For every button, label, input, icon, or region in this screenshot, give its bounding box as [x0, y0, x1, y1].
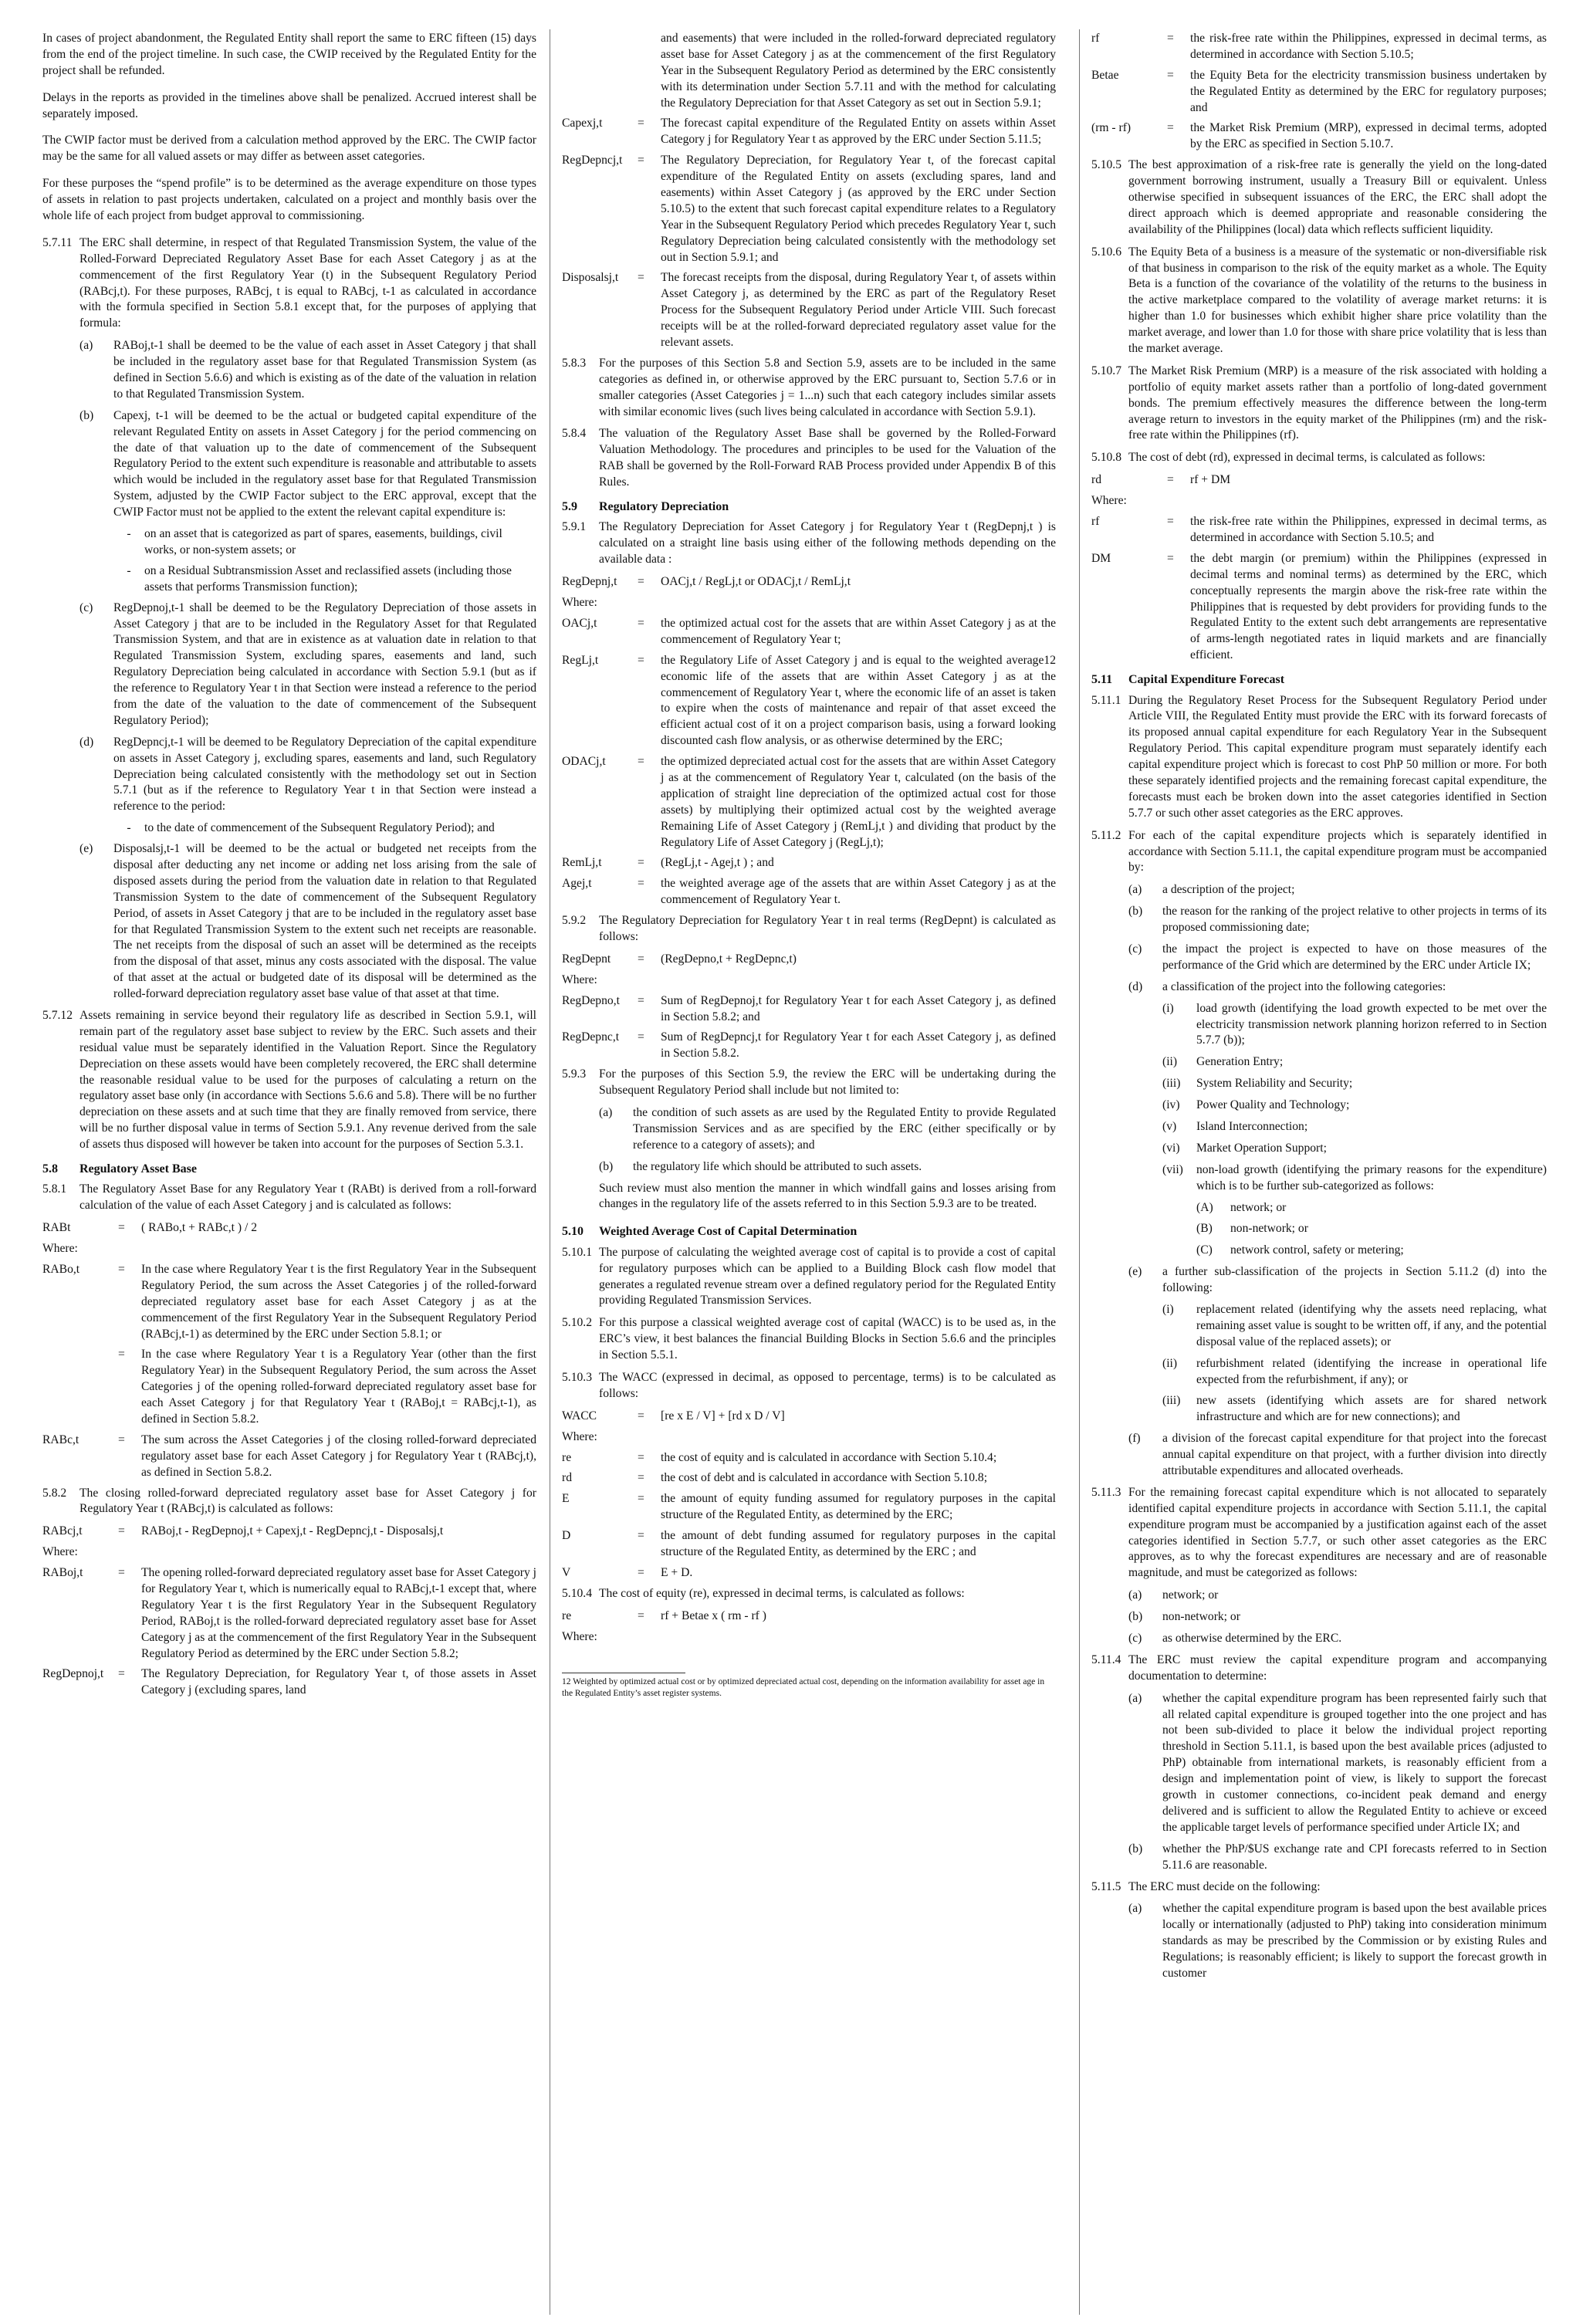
list-item: (e) a further sub-classification of the projects in Section 5.11.2 (d) into the following:: [1128, 1265, 1547, 1295]
list-item: (A) network; or: [1196, 1200, 1287, 1214]
where-label: Where:: [562, 1629, 597, 1643]
definition: RegDepncj,t = The Regulatory Depreciation, for Regulatory Year t, of the forecast capital expenditure of the Regulated Entity on assets (excluding spares, land and easements) within Asset Category j (as approved by the ERC under Section 5.10.5) to the extent that such forecast capital expenditure relates to a Regulatory Year in the Subsequent Regulatory Period which precedes Regulatory Year t, such Regulatory Depreciation being calculated consistently with the methodology set out in Section 5.9.1; and: [562, 154, 1056, 264]
list-item: [79, 841, 536, 1003]
list-item: (iii) System Reliability and Security;: [1162, 1077, 1353, 1091]
list-item: (C) network control, safety or metering;: [1196, 1243, 1404, 1257]
item-label: (d): [79, 735, 94, 749]
section-5-11-2: 5.11.2 For each of the capital expenditure projects which is separately identified in accordance with Section 5.11.1, the capital expenditure program must be accompanied by:: [1091, 828, 1547, 874]
section-5-11-3: 5.11.3 For the remaining forecast capital expenditure which is not allocated to separately identified capital expenditure projects in accordance with Section 5.11.1, the capital expenditure program must be accompanied by a justification against each of the asset categories identified in Section 5.7.7, or such other asset categories as the ERC approves, as to why the forecast expenditures are necessary and are of reasonable magnitude, and must be categorized as follows:: [1091, 1485, 1547, 1580]
definition: RABo,t = In the case where Regulatory Year t is the first Regulatory Year in the Subsequent Regulatory Period, the sum across the Asset Categories j of the rolled-forward depreciated regulatory asset base for each Asset Category j as at the commencement of the first Regulatory Year in the Subsequent Regulatory Period (RABcj,t-1) as determined by the ERC under Section 5.8.1; or: [42, 1263, 536, 1341]
paragraph: Delays in the reports as provided in the timelines above shall be penalized. Accrued interest shall be separately imposed.: [42, 90, 536, 120]
dash-item: - on an asset that is categorized as part of spares, easements, buildings, civil works, or non-system assets; or: [113, 526, 536, 559]
list-item: (a) whether the capital expenditure program has been represented fairly such that all related capital expenditure is grouped together into the one project and has not been sub-divided to place it below the individual project reporting threshold in Section 5.11.1, is based upon the best available prices (adjusted to PhP) obtainable from international markets, is reasonably efficient from a design and implementation point of view, is likely to support the forecast growth in customer connections, co-incident peak demand and energy delivered and is sufficient to allow the Regulated Entity to achieve or exceed the applicable target levels of performance specified under Article IX; and: [1128, 1691, 1547, 1834]
section-5-10-1: 5.10.1 The purpose of calculating the weighted average cost of capital is to provide a cost of capital for regulatory purposes which can be applied to a Building Block cash flow model that generates a regulated revenue stream over a defined regulatory period for the Regulated Entity providing Regulated Transmission Services.: [562, 1245, 1056, 1307]
column-1: [42, 31, 536, 1703]
list-item: [79, 338, 536, 403]
definition: rf = the risk-free rate within the Philippines, expressed in decimal terms, as determined in accordance with Section 5.10.5; and: [1091, 515, 1547, 544]
formula: RegDepnj,t = OACj,t / RegLj,t or ODACj,t / RemLj,t: [562, 575, 851, 589]
section-text: Assets remaining in service beyond their regulatory life as described in Section 5.9.1, will remain part of the regulatory asset base subject to review by the ERC. Such assets and their residual value must be separately identified in the Valuation Report. Since the Regulatory Depreciation on these assets would have been completely recovered, the ERC shall determine the reasonable residual value to be used for the purposes of calculating a return on the regulatory asset base only (in accordance with Sections 5.6.6 and 5.8). There will be no further depreciation on these assets and at such time that they are finally removed from service, there will be no further disposal value in terms of Section 5.9.1. Any revenue derived from the sale of assets thus disposed will however be taken into account for the purposes of Section 5.3.1.: [79, 1008, 536, 1152]
item-label: (b): [79, 408, 94, 422]
definition: rd = the cost of debt and is calculated in accordance with Section 5.10.8;: [562, 1471, 988, 1485]
list-item: (iv) Power Quality and Technology;: [1162, 1098, 1350, 1112]
definition: = In the case where Regulatory Year t is a Regulatory Year (other than the first Regulatory Year) in the Subsequent Regulatory Period, the sum across the Asset Categories j of the opening rolled-forward depreciated regulatory asset base for each Asset Category j for that Regulatory Year t (RABoj,t = RABcj,t-1), as defined in Section 5.8.2.: [118, 1348, 536, 1426]
section-5-10-6: 5.10.6 The Equity Beta of a business is a measure of the systematic or non-diversifiable risk of that business in comparison to the risk of the equity market as a whole. The Equity Beta is a function of the covariance of the volatility of the returns to the business in the active marketplace compared to the volatility of average market returns: it is higher than 1.0 for businesses which exhibit higher share price volatility than the market average, and lower than 1.0 for those with share price volatility that is less than the market average.: [1091, 245, 1547, 356]
heading-5-11: 5.11 Capital Expenditure Forecast: [1091, 673, 1285, 687]
formula: WACC = [re x E / V] + [rd x D / V]: [562, 1409, 785, 1422]
list-item: (a) a description of the project;: [1128, 883, 1295, 897]
section-5-8-1: [42, 1182, 536, 1214]
definition: (rm - rf) = the Market Risk Premium (MRP), expressed in decimal terms, adopted by the ERC as specified in Section 5.10.7.: [1091, 121, 1547, 151]
section-number: 5.8.1: [42, 1182, 67, 1196]
list-item: [79, 408, 536, 521]
definition: RegDepnoj,t = The Regulatory Depreciation, for Regulatory Year t, of those assets in Asset Category j (excluding spares, land: [42, 1667, 536, 1697]
item-text: Capexj, t-1 will be deemed to be the actual or budgeted capital expenditure of the relevant Regulated Entity on assets in Asset Category j for the period commencing on the date of that valuation up to the date of commencement of the Subsequent Regulatory Period to the extent such expenditure is reasonable and attributable to assets which would be included in the regulatory asset base for that Regulated Transmission System, adjusted by the CWIP Factor subject to the ERC approval, except that the CWIP Factor must not be applied to the extent the relevant capital expenditure is:: [113, 408, 536, 519]
section-number: 5.8.2: [42, 1486, 67, 1500]
definition: Disposalsj,t = The forecast receipts from the disposal, during Regulatory Year t, of assets within Asset Category j, as determined by the ERC as part of the Regulatory Reset Process for the Subsequent Regulatory Period under Article VIII. Such forecast receipts will be at the rolled-forward depreciated regulatory asset value for the relevant assets.: [562, 271, 1056, 350]
dash-item: - on a Residual Subtransmission Asset and reclassified assets (including those assets that performs Transmission function);: [113, 563, 536, 596]
formula: RABt = ( RABo,t + RABc,t ) / 2: [42, 1221, 258, 1235]
definition: V = E + D.: [562, 1565, 693, 1579]
list-item: (B) non-network; or: [1196, 1222, 1308, 1236]
list-item: (ii) refurbishment related (identifying the increase in operational life expected from the refurbishment, if any); or: [1162, 1356, 1547, 1386]
list-item: (b) whether the PhP/$US exchange rate and CPI forecasts referred to in Section 5.11.6 are reasonable.: [1128, 1842, 1547, 1872]
where-label: Where:: [42, 1545, 78, 1559]
section-5-10-2: 5.10.2 For this purpose a classical weighted average cost of capital (WACC) is to be used as, in the ERC’s view, it best balances the financial Building Blocks in Section 5.6.6 and the principles in Section 5.5.1.: [562, 1316, 1056, 1362]
item-label: (e): [79, 842, 93, 856]
column-3: [1091, 31, 1547, 1987]
section-5-10-5: 5.10.5 The best approximation of a risk-free rate is generally the yield on the long-dated government borrowing instrument, usually a Treasury Bill or equivalent. Unless otherwise specified in subsequent issuances of the ERC, the ERC shall adopt the direct approach which is deemed appropriate and reasonable considering the availability of the Philippines (local) data which reflects sufficient liquidity.: [1091, 158, 1547, 236]
dash-item: - to the date of commencement of the Subsequent Regulatory Period); and: [113, 820, 536, 837]
paragraph: For these purposes the “spend profile” is to be determined as the average expenditure on those types of assets in relation to past projects undertaken, calculated on a project and monthly basis over the whole life of each project from budget approval to commissioning.: [42, 177, 536, 223]
definition: OACj,t = the optimized actual cost for the assets that are within Asset Category j as at the commencement of Regulatory Year t;: [562, 616, 1056, 646]
list-item: (a) whether the capital expenditure program is based upon the best available prices locally or internationally (adjusted to PhP) taking into consideration minimum standards as may be prescribed by the Commission or by existing Rules and Regulations; is reasonably efficient; is likely to support the forecast growth in customer: [1128, 1902, 1547, 1980]
formula: re = rf + Betae x ( rm - rf ): [562, 1609, 766, 1622]
list-item: (vi) Market Operation Support;: [1162, 1141, 1327, 1155]
item-label: (c): [79, 600, 93, 614]
list-item: (f) a division of the forecast capital expenditure for that project into the forecast annual capital expenditure on that project, with a further division into directly attributable expenditures and allocated overheads.: [1128, 1432, 1547, 1478]
where-label: Where:: [1091, 494, 1127, 508]
section-5-11-4: 5.11.4 The ERC must review the capital expenditure program and accompanying documentation to determine:: [1091, 1653, 1547, 1683]
list-item: (c) as otherwise determined by the ERC.: [1128, 1632, 1342, 1646]
definition: Capexj,t = The forecast capital expenditure of the Regulated Entity on assets within Asset Category j for Regulatory Year t as approved by the ERC under Section 5.11.5;: [562, 117, 1056, 147]
definition: rf = the risk-free rate within the Philippines, expressed in decimal terms, as determined in accordance with Section 5.10.5;: [1091, 32, 1547, 61]
section-5-7-11: [42, 235, 536, 332]
section-5-10-7: 5.10.7 The Market Risk Premium (MRP) is a measure of the risk associated with holding a portfolio of equity market assets rather than a portfolio of long-dated government bonds. The premium effectively measures the difference between the long-term average return to investors in the equity market of the Philippines (rm) and the risk-free rate within the Philippines (rf).: [1091, 364, 1547, 442]
definition: RABc,t = The sum across the Asset Categories j of the closing rolled-forward depreciated regulatory asset base for each Asset Category j for Regulatory Year t (RABcj,t), as defined in Section 5.8.2.: [42, 1433, 536, 1479]
list-item: (b) the regulatory life which should be attributed to such assets.: [599, 1159, 922, 1173]
list-item: (d) a classification of the project into the following categories:: [1128, 979, 1446, 993]
heading-5-10: 5.10 Weighted Average Cost of Capital Determination: [562, 1225, 858, 1239]
list-item: (c) the impact the project is expected to have on those measures of the performance of the Grid which are determined by the ERC under Article IX;: [1128, 942, 1547, 972]
item-text: RegDepnoj,t-1 shall be deemed to be the Regulatory Depreciation of those assets in Asset Category j that are to be included in the Regulatory Asset for that Regulated Transmission System, and that are in existence as at valuation date in relation to that Regulated Transmission System, excluding spares, easements and land, such Regulatory Depreciation being calculated in accordance with Section 5.9.1 (but as if the reference to Regulatory Year t in that Section were instead a reference to the period from the date of the valuation to the date of commencement of the Subsequent Regulatory Period);: [113, 600, 536, 727]
definition: RemLj,t = (RegLj,t - Agej,t ) ; and: [562, 856, 774, 870]
list-item: (a) the condition of such assets as are used by the Regulated Entity to provide Regulated Transmission Services and as are specified by the ERC (either specifically or by reference to a category of assets); and: [599, 1105, 1056, 1152]
section-5-8-2: [42, 1486, 536, 1518]
formula: RegDepnt = (RegDepno,t + RegDepnc,t): [562, 952, 797, 966]
heading-5-9: 5.9 Regulatory Depreciation: [562, 500, 729, 514]
item-label: (a): [79, 339, 93, 353]
section-5-10-8: 5.10.8 The cost of debt (rd), expressed in decimal terms, is calculated as follows:: [1091, 451, 1486, 465]
definition: DM = the debt margin (or premium) within the Philippines (expressed in decimal terms and nominal terms) as determined by the ERC, which conceptually represents the margin above the risk-free rate within the Philippines that is requested by debt providers for providing funds to the Regulated Entity to the extent such debt arrangements are representative of arms-length negotiated rates in liquid markets and are financially efficient.: [1091, 551, 1547, 662]
item-text: on a Residual Subtransmission Asset and reclassified assets (including those assets that performs Transmission function);: [144, 563, 512, 594]
definition: RABoj,t = The opening rolled-forward depreciated regulatory asset base for Asset Category j for Regulatory Year t, which is numerically equal to RABcj,t-1 except that, where Regulatory Year t is the first Regulatory Year in the Subsequent Regulatory Period, RABoj,t is the rolled-forward depreciated regulatory asset base for Asset Category j as at the commencement of the first Regulatory Year in the Subsequent Regulatory Period as determined by the ERC under Section 5.8.2;: [42, 1566, 536, 1660]
list-item: (b) non-network; or: [1128, 1610, 1240, 1624]
where-label: Where:: [562, 1429, 597, 1443]
section-number: 5.7.11: [42, 235, 73, 249]
column-2: [562, 31, 1056, 1699]
list-item: (ii) Generation Entry;: [1162, 1055, 1284, 1069]
item-text: to the date of commencement of the Subsequent Regulatory Period); and: [144, 821, 495, 835]
heading-5-8: 5.8 Regulatory Asset Base: [42, 1162, 197, 1176]
list-item: (v) Island Interconnection;: [1162, 1119, 1308, 1133]
item-text: RABoj,t-1 shall be deemed to be the value of each asset in Asset Category j that shall be included in the regulatory asset base for that Regulated Transmission System (as defined in Section 5.6.6) and which is existing as of the date of the valuation in relation to that Regulated Transmission System.: [113, 339, 536, 401]
definition: RegDepnc,t = Sum of RegDepncj,t for Regulatory Year t for each Asset Category j, as defined in Section 5.8.2.: [562, 1030, 1056, 1061]
paragraph: Such review must also mention the manner in which windfall gains and losses arising from changes in the regulatory life of the assets referred to in this Section 5.9.3 are to be treated.: [599, 1181, 1056, 1211]
list-item: (i) replacement related (identifying why the assets need replacing, what remaining asset value is sought to be written off, if any, and the potential disposal value of the replaced assets); or: [1162, 1303, 1547, 1348]
list-item: [79, 600, 536, 729]
section-number: 5.7.12: [42, 1008, 73, 1022]
section-5-7-12: [42, 1008, 536, 1153]
list-item: (i) load growth (identifying the load growth expected to be met over the electricity transmission network planning horizon referred to in Section 5.7.7 (b));: [1162, 1001, 1547, 1047]
definition: RegDepno,t = Sum of RegDepnoj,t for Regulatory Year t for each Asset Category j, as defined in Section 5.8.2; and: [562, 993, 1056, 1023]
definition-continued: and easements) that were included in the rolled-forward depreciated regulatory asset base for Asset Category j as at the commencement of the first Regulatory Year in the Subsequent Regulatory Period as determined by the ERC consistently with its determination under Section 5.7.11 and with the method for calculating the Regulatory Depreciation for that Asset Category as set out in Section 5.9.1;: [661, 32, 1056, 110]
list-item: (iii) new assets (identifying which assets are for shared network infrastructure and which are for new connections); and: [1162, 1394, 1547, 1424]
list-item: [79, 735, 536, 815]
definition: E = the amount of equity funding assumed for regulatory purposes in the capital structure of the Regulated Entity, as determined by the ERC;: [562, 1492, 1056, 1522]
footnote: 12 Weighted by optimized actual cost or by optimized depreciated actual cost, depending on the information availability for asset age in the Regulated Entity’s asset register systems.: [562, 1677, 1045, 1698]
section-text: The ERC shall determine, in respect of that Regulated Transmission System, the value of the Rolled-Forward Depreciated Regulatory Asset Base for each Asset Category j as at the commencement of the first Regulatory Year (t) in the Subsequent Regulatory Period (RABcj,t). For these purposes, RABcj, t is equal to RABcj, t-1 as calculated in accordance with the formula specified in Section 5.8.1 except that, for the purposes of applying that formula:: [79, 235, 536, 330]
definition: Agej,t = the weighted average age of the assets that are within Asset Category j as at the commencement of Regulatory Year t.: [562, 877, 1056, 907]
section-text: The closing rolled-forward depreciated regulatory asset base for Asset Category j for Regulatory Year t (RABcj,t) is calculated as follows:: [79, 1486, 536, 1516]
list-item: (vii) non-load growth (identifying the primary reasons for the expenditure) which is to be further sub-categorized as follows:: [1162, 1162, 1547, 1192]
where-label: Where:: [562, 596, 597, 610]
section-5-9-1: 5.9.1 The Regulatory Depreciation for Asset Category j for Regulatory Year t (RegDepnj,t ) is calculated on a straight line basis using either of the following methods depending on the available data :: [562, 520, 1056, 567]
formula: rd = rf + DM: [1091, 473, 1231, 487]
section-5-11-5: 5.11.5 The ERC must decide on the following:: [1091, 1879, 1321, 1893]
list-item: (b) the reason for the ranking of the project relative to other projects in terms of its proposed commissioning date;: [1128, 905, 1547, 935]
section-5-11-1: 5.11.1 During the Regulatory Reset Process for the Subsequent Regulatory Period under Article VIII, the Regulated Entity must provide the ERC with its forward forecasts of its proposed annual capital expenditure for each Regulatory Year in the Subsequent Regulatory Period. This capital expenditure program must separately identify each capital expenditure project which is forecast to cost PhP 50 million or more. For both these separately identified projects and the remaining forecast capital expenditure, the forecasts must each be broken down into the asset categories identified in Section 5.7.7 or such other asset categories as the ERC approves.: [1091, 693, 1547, 820]
where-label: Where:: [562, 973, 597, 986]
section-5-8-3: 5.8.3 For the purposes of this Section 5.8 and Section 5.9, assets are to be included in the same categories as defined in, or otherwise approved by the ERC pursuant to, Section 5.7.6 or in smaller categories (Asset Categories j = 1...n) such that each category includes similar assets with similar economic lives (such lives being calculated in accordance with Section 5.9.1).: [562, 356, 1056, 418]
section-5-10-3: 5.10.3 The WACC (expressed in decimal, as opposed to percentage, terms) is to be calculated as follows:: [562, 1371, 1056, 1400]
item-text: RegDepncj,t-1 will be deemed to be Regulatory Depreciation of the capital expenditure on assets in Asset Category j, excluding spares, easements and land, such Regulatory Depreciation being calculated consistently with the methodology set out in Section 5.7.1 (but as if the reference to Regulatory Year t in that Section were instead a reference to the period:: [113, 735, 536, 814]
definition: ODACj,t = the optimized depreciated actual cost for the assets that are within Asset Category j as at the commencement of Regulatory Year t, calculated (on the basis of the application of straight line depreciation of the optimized actual cost for those assets) by multiplying their optimized actual cost by the weighted average Remaining Life of Asset Category j (RemLj,t ) and dividing that product by the Regulatory Life of Asset Category j (RegLj,t);: [562, 755, 1056, 849]
paragraph: In cases of project abandonment, the Regulated Entity shall report the same to ERC fifteen (15) days from the end of the project timeline. In such case, the CWIP received by the Regulated Entity for the project shall be refunded.: [42, 32, 536, 77]
definition: Betae = the Equity Beta for the electricity transmission business undertaken by the Regulated Entity as determined by the ERC for regulatory purposes; and: [1091, 68, 1547, 114]
section-5-10-4: 5.10.4 The cost of equity (re), expressed in decimal terms, is calculated as follows:: [562, 1586, 965, 1600]
definition: D = the amount of debt funding assumed for regulatory purposes in the capital structure of the Regulated Entity, as determined by the ERC ; and: [562, 1529, 1056, 1559]
section-5-8-4: 5.8.4 The valuation of the Regulatory Asset Base shall be governed by the Rolled-Forward Valuation Methodology. The procedures and principles to be used for the Valuation of the RAB shall be governed by the Roll-Forward RAB Process provided under Appendix B of this Rules.: [562, 427, 1056, 489]
where-label: Where:: [42, 1242, 78, 1256]
definition: re = the cost of equity and is calculated in accordance with Section 5.10.4;: [562, 1450, 997, 1464]
column-divider-2: [1079, 29, 1080, 2315]
paragraph: The CWIP factor must be derived from a calculation method approved by the ERC. The CWIP factor may be the same for all valued assets or may differ as between asset categories.: [42, 134, 536, 164]
list-item: (a) network; or: [1128, 1588, 1219, 1602]
section-text: The Regulatory Asset Base for any Regulatory Year t (RABt) is derived from a roll-forward calculation of the value of each Asset Category j and is calculated as follows:: [79, 1182, 536, 1213]
formula: RABcj,t = RABoj,t - RegDepnoj,t + Capexj,t - RegDepncj,t - Disposalsj,t: [42, 1524, 444, 1538]
definition: RegLj,t = the Regulatory Life of Asset Category j and is equal to the weighted average12 economic life of the assets that are within Asset Category j as at the commencement of Regulatory Year t, where the economic life of an asset is taken to expire when the costs of maintenance and repair of that asset exceed the efficient actual cost of it on a project comparison basis, using a forward looking discounted cash flow analysis, or as otherwise determined by the ERC;: [562, 653, 1056, 748]
item-text: on an asset that is categorized as part of spares, easements, buildings, civil works, or non-system assets; or: [144, 527, 502, 556]
section-5-9-3: 5.9.3 For the purposes of this Section 5.9, the review the ERC will be undertaking during the Subsequent Regulatory Period shall include but not limited to:: [562, 1067, 1056, 1098]
item-text: Disposalsj,t-1 will be deemed to be the actual or budgeted net receipts from the disposal after deducting any net income or adding net loss arising from the sale of disposed assets during the period from the valuation date in relation to that Regulated Transmission System to the date of commencement of the Subsequent Regulatory Period, of assets in Asset Category j that are to be included in the regulatory asset base for that Regulated Transmission System to the extent such net receipts are reasonable. The net receipts from the disposal of such an asset will be determined as the receipts from the disposal of that asset, minus any costs associated with the disposal. The value of that asset at the actual or budgeted date of its disposal will be determined as the rolled-forward depreciation regulatory asset base value of that asset at that time.: [113, 842, 536, 1001]
section-5-9-2: 5.9.2 The Regulatory Depreciation for Regulatory Year t in real terms (RegDepnt) is calculated as follows:: [562, 914, 1056, 943]
